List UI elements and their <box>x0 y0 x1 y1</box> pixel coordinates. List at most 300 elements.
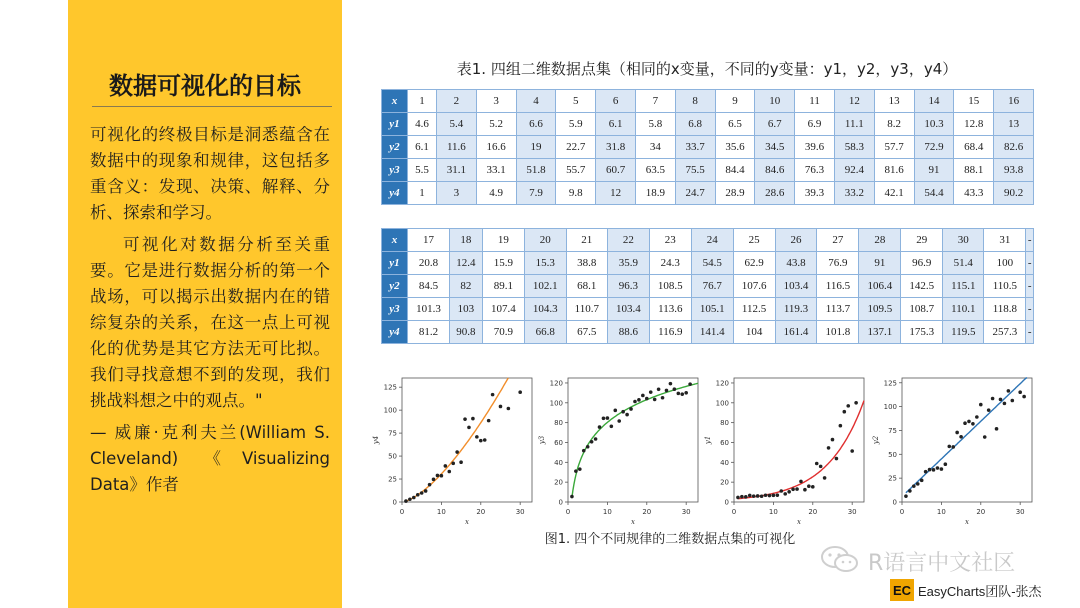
data-point <box>912 484 916 488</box>
table-cell: 22.7 <box>556 136 596 159</box>
table-cell: 5.4 <box>436 113 476 136</box>
row-header: y3 <box>382 298 408 321</box>
data-point <box>657 388 661 392</box>
table-cell: 38.8 <box>566 252 607 275</box>
scatter-plot-y3 <box>538 372 702 524</box>
table-cell: 5.2 <box>476 113 516 136</box>
data-point <box>839 424 843 428</box>
table-cell: 7 <box>635 90 675 113</box>
x-tick-label: 30 <box>681 508 691 516</box>
x-axis-label: x <box>631 518 635 526</box>
table-cell: 19 <box>516 136 556 159</box>
data-point <box>447 470 451 474</box>
table-cell: 1 <box>408 90 437 113</box>
table-cell: 16 <box>994 90 1034 113</box>
table-cell: 141.4 <box>691 321 733 344</box>
data-point <box>908 489 912 493</box>
data-point <box>404 499 408 503</box>
x-tick-label: 30 <box>515 508 525 516</box>
table-cell: 12 <box>834 90 874 113</box>
data-point <box>574 469 578 473</box>
x-tick-label: 30 <box>1015 508 1025 516</box>
data-point <box>625 413 629 417</box>
table-cell: 33.2 <box>834 182 874 205</box>
table-cell: 101.8 <box>817 321 859 344</box>
table-cell: 9.8 <box>556 182 596 205</box>
data-point <box>787 490 791 494</box>
data-point <box>768 494 772 498</box>
table-cell: 81.6 <box>874 159 914 182</box>
data-point <box>783 492 787 496</box>
table-cell: 39.3 <box>795 182 835 205</box>
table-cell: 76.7 <box>691 275 733 298</box>
table-cell: 60.7 <box>596 159 636 182</box>
table-cell: 3 <box>436 182 476 205</box>
data-point <box>602 416 606 420</box>
table-cell: 15.3 <box>524 252 566 275</box>
data-point <box>924 470 928 474</box>
y-tick-label: 25 <box>388 475 397 484</box>
table-cell: 54.5 <box>691 252 733 275</box>
data-point <box>975 415 979 419</box>
table-cell: 103.4 <box>607 298 649 321</box>
y-tick-label: 100 <box>715 399 729 408</box>
data-point <box>979 403 983 407</box>
table-cell: 76.3 <box>795 159 835 182</box>
table-cell: 90.2 <box>994 182 1034 205</box>
table-cell: 17 <box>408 229 450 252</box>
brand-text: EasyCharts团队-张杰 <box>918 583 1042 599</box>
data-point <box>811 485 815 489</box>
table-cell: 22 <box>607 229 649 252</box>
x-tick-label: 10 <box>768 508 778 516</box>
table-cell: 103.4 <box>775 275 817 298</box>
data-point <box>740 495 744 499</box>
table-row <box>382 90 1034 113</box>
table-cell: 107.6 <box>733 275 775 298</box>
table-cell: 9 <box>715 90 755 113</box>
data-point <box>940 467 944 471</box>
data-point <box>772 494 776 498</box>
table-caption: 表1. 四组二维数据点集（相同的x变量，不同的y变量：y1，y2，y3，y4） <box>456 60 958 78</box>
data-point <box>1018 390 1022 394</box>
table-cell: 26 <box>775 229 817 252</box>
x-tick-label: 0 <box>565 508 571 516</box>
row-header: y4 <box>382 182 408 205</box>
table-cell: 4.6 <box>408 113 437 136</box>
table-cell: 5.5 <box>408 159 437 182</box>
table-cell: 8 <box>675 90 715 113</box>
table-cell: 20 <box>524 229 566 252</box>
data-point <box>487 419 491 423</box>
table-cell: 66.8 <box>524 321 566 344</box>
table-cell: 24 <box>691 229 733 252</box>
table-cell: 24.7 <box>675 182 715 205</box>
table-cell: 7.9 <box>516 182 556 205</box>
data-point <box>987 408 991 412</box>
table-cell: 51.8 <box>516 159 556 182</box>
data-point <box>594 437 598 441</box>
table-cell: 28 <box>859 229 901 252</box>
data-point <box>455 450 459 454</box>
fit-line <box>406 378 509 501</box>
table-cell: 116.5 <box>817 275 859 298</box>
data-point <box>995 427 999 431</box>
data-point <box>677 392 681 396</box>
sidebar <box>68 0 342 608</box>
y-tick-label: 120 <box>715 379 729 388</box>
y-axis-label: y2 <box>872 435 880 445</box>
table-cell: 90.8 <box>449 321 482 344</box>
data-point <box>799 480 803 484</box>
data-point <box>459 460 463 464</box>
table-cell: 15 <box>954 90 994 113</box>
data-point <box>955 431 959 435</box>
table-cell: 81.2 <box>408 321 450 344</box>
table-cell: 34 <box>635 136 675 159</box>
x-tick-label: 0 <box>731 508 737 516</box>
x-tick-label: 20 <box>642 508 652 516</box>
data-point <box>1003 402 1007 406</box>
table-cell: 18 <box>449 229 482 252</box>
data-point <box>819 465 823 469</box>
table-cell: 93.8 <box>994 159 1034 182</box>
data-point <box>971 422 975 426</box>
table-cell: 84.4 <box>715 159 755 182</box>
y-tick-label: 75 <box>888 426 897 435</box>
data-point <box>637 398 641 402</box>
data-point <box>760 494 764 498</box>
sidebar-paragraph-2: 可视化对数据分析至关重要。它是进行数据分析的第一个战场，可以揭示出数据内在的错综复杂的关系，在这一点上可视化的优势是其它方法无可比拟。 我们寻找意想不到的发现，我们挑战料想之中的观点。" <box>90 235 330 410</box>
x-axis-label: x <box>465 518 469 526</box>
table-cell: 27 <box>817 229 859 252</box>
table-cell: 104.3 <box>524 298 566 321</box>
data-point <box>436 474 440 478</box>
plot-frame <box>734 378 864 502</box>
table-cell: - <box>1026 298 1034 321</box>
table-cell: 28.9 <box>715 182 755 205</box>
table-cell: 10.3 <box>914 113 954 136</box>
table-cell: 43.3 <box>954 182 994 205</box>
table-cell: 13 <box>994 113 1034 136</box>
table-cell: 103 <box>449 298 482 321</box>
table-cell: 54.4 <box>914 182 954 205</box>
table-cell: 39.6 <box>795 136 835 159</box>
table-cell: 68.1 <box>566 275 607 298</box>
table-cell: 23 <box>649 229 691 252</box>
table-cell: 109.5 <box>859 298 901 321</box>
data-point <box>999 398 1003 402</box>
table-cell: 105.1 <box>691 298 733 321</box>
scatter-plot-y1 <box>704 372 868 524</box>
x-tick-label: 20 <box>476 508 486 516</box>
data-point <box>463 417 467 421</box>
y-tick-label: 0 <box>392 498 397 507</box>
table-cell: 5.9 <box>556 113 596 136</box>
table-cell: 84.6 <box>755 159 795 182</box>
table-cell: 70.9 <box>482 321 524 344</box>
data-point <box>507 407 511 411</box>
x-tick-label: 0 <box>399 508 405 516</box>
data-point <box>570 495 574 499</box>
data-point <box>807 484 811 488</box>
table-cell: 29 <box>901 229 943 252</box>
data-point <box>916 482 920 486</box>
y-axis-label: y1 <box>704 435 712 445</box>
data-point <box>444 464 448 468</box>
table-cell: 88.6 <box>607 321 649 344</box>
sidebar-title: 数据可视化的目标 <box>109 72 301 100</box>
table-cell: 35.9 <box>607 252 649 275</box>
data-point <box>932 468 936 472</box>
table-cell: 24.3 <box>649 252 691 275</box>
data-point <box>920 479 924 483</box>
table-cell: 84.5 <box>408 275 450 298</box>
table-cell: 51.4 <box>943 252 984 275</box>
fit-line <box>738 401 864 499</box>
data-point <box>756 494 760 498</box>
table-cell: 6 <box>596 90 636 113</box>
table-cell: 20.8 <box>408 252 450 275</box>
table-cell: 257.3 <box>984 321 1026 344</box>
watermark-text: R语言中文社区 <box>868 551 1016 576</box>
x-tick-label: 20 <box>808 508 818 516</box>
table-cell: 6.1 <box>408 136 437 159</box>
y-tick-label: 100 <box>549 399 563 408</box>
table-cell: - <box>1026 321 1034 344</box>
table-cell: 42.1 <box>874 182 914 205</box>
table-cell: 6.1 <box>596 113 636 136</box>
table-cell: 6.9 <box>795 113 835 136</box>
y-tick-label: 125 <box>383 383 397 392</box>
y-tick-label: 0 <box>892 498 897 507</box>
data-point <box>823 476 827 480</box>
x-tick-label: 20 <box>976 508 986 516</box>
data-point <box>983 435 987 439</box>
data-point <box>499 405 503 409</box>
y-tick-label: 25 <box>888 474 897 483</box>
data-point <box>408 497 412 501</box>
data-point <box>649 390 653 394</box>
table-row <box>382 252 1034 275</box>
table-row <box>382 136 1034 159</box>
data-point <box>669 382 673 386</box>
y-tick-label: 75 <box>388 429 397 438</box>
table-cell: 5.8 <box>635 113 675 136</box>
y-tick-label: 40 <box>554 458 563 467</box>
row-header: y2 <box>382 136 408 159</box>
data-point <box>598 425 602 429</box>
y-tick-label: 100 <box>883 403 897 412</box>
data-point <box>629 407 633 411</box>
table-cell: 91 <box>914 159 954 182</box>
data-point <box>621 410 625 414</box>
data-point <box>641 394 645 398</box>
x-axis-label: x <box>965 518 969 526</box>
data-point <box>850 449 854 453</box>
table-cell: 8.2 <box>874 113 914 136</box>
table-cell: - <box>1026 229 1034 252</box>
sidebar-body <box>90 122 330 504</box>
y-tick-label: 50 <box>388 452 397 461</box>
table-cell: 6.6 <box>516 113 556 136</box>
table-cell: - <box>1026 275 1034 298</box>
table-cell: 19 <box>482 229 524 252</box>
x-tick-label: 10 <box>602 508 612 516</box>
table-cell: 14 <box>914 90 954 113</box>
table-cell: 96.3 <box>607 275 649 298</box>
table-cell: 82 <box>449 275 482 298</box>
table-cell: 10 <box>755 90 795 113</box>
table-cell: 89.1 <box>482 275 524 298</box>
table-cell: 106.4 <box>859 275 901 298</box>
data-point <box>854 401 858 405</box>
data-point <box>633 400 637 404</box>
data-point <box>645 397 649 401</box>
table-cell: 107.4 <box>482 298 524 321</box>
y-tick-label: 80 <box>720 419 729 428</box>
table-cell: 92.4 <box>834 159 874 182</box>
table-cell: 102.1 <box>524 275 566 298</box>
table-cell: 115.1 <box>943 275 984 298</box>
x-tick-label: 10 <box>436 508 446 516</box>
data-point <box>590 440 594 444</box>
table-cell: 119.5 <box>943 321 984 344</box>
data-point <box>752 494 756 498</box>
sidebar-paragraph-1: 可视化的终极目标是洞悉蕴含在数据中的现象和规律，这包括多重含义：发现、决策、解释、分析、探索和学习。 <box>90 125 330 222</box>
table-cell: 4.9 <box>476 182 516 205</box>
scatter-plot-y2 <box>872 372 1036 524</box>
table-cell: 5 <box>556 90 596 113</box>
table-cell: 2 <box>436 90 476 113</box>
table-row <box>382 275 1034 298</box>
data-point <box>991 397 995 401</box>
table-cell: 161.4 <box>775 321 817 344</box>
data-point <box>688 382 692 386</box>
plot-frame <box>568 378 698 502</box>
x-tick-label: 30 <box>847 508 857 516</box>
data-point <box>451 462 455 466</box>
table-cell: 110.7 <box>566 298 607 321</box>
table-cell: 4 <box>516 90 556 113</box>
easycharts-logo: EC <box>890 579 914 601</box>
data-point <box>610 425 614 429</box>
x-tick-label: 0 <box>899 508 905 516</box>
data-point <box>795 487 799 491</box>
table-cell: 108.7 <box>901 298 943 321</box>
data-point <box>606 416 610 420</box>
data-point <box>827 446 831 450</box>
x-axis-label: x <box>797 518 801 526</box>
table-row <box>382 159 1034 182</box>
table-cell: 12 <box>596 182 636 205</box>
data-point <box>831 438 835 442</box>
y-tick-label: 120 <box>549 379 563 388</box>
table-cell: 11.1 <box>834 113 874 136</box>
data-point <box>491 393 495 397</box>
y-tick-label: 40 <box>720 458 729 467</box>
data-point <box>815 462 819 466</box>
data-point <box>613 409 617 413</box>
data-point <box>416 493 420 497</box>
data-point <box>420 491 424 495</box>
table-cell: 72.9 <box>914 136 954 159</box>
data-point <box>582 449 586 453</box>
fit-line <box>906 378 1027 493</box>
y-tick-label: 100 <box>383 406 397 415</box>
data-point <box>779 489 783 493</box>
data-point <box>586 445 590 449</box>
table-cell: 110.5 <box>984 275 1026 298</box>
table-cell: 118.8 <box>984 298 1026 321</box>
table-cell: 58.3 <box>834 136 874 159</box>
table-cell: 76.9 <box>817 252 859 275</box>
wechat-icon <box>820 544 860 574</box>
row-header: y2 <box>382 275 408 298</box>
data-point <box>1007 389 1011 393</box>
data-point <box>776 493 780 497</box>
table-cell: 68.4 <box>954 136 994 159</box>
table-cell: 6.5 <box>715 113 755 136</box>
table-cell: 11 <box>795 90 835 113</box>
data-point <box>764 493 768 497</box>
table-row <box>382 321 1034 344</box>
data-point <box>748 494 752 498</box>
data-point <box>661 396 665 400</box>
y-tick-label: 80 <box>554 419 563 428</box>
plot-frame <box>402 378 532 502</box>
data-point <box>835 457 839 461</box>
table-cell: 43.8 <box>775 252 817 275</box>
data-point <box>967 420 971 424</box>
row-header: y4 <box>382 321 408 344</box>
data-point <box>928 468 932 472</box>
data-point <box>518 390 522 394</box>
data-point <box>653 398 657 402</box>
table-cell: 110.1 <box>943 298 984 321</box>
plot-frame <box>902 378 1032 502</box>
data-point <box>936 466 940 470</box>
y-axis-label: y4 <box>372 435 380 445</box>
data-point <box>963 421 967 425</box>
y-tick-label: 60 <box>554 438 563 447</box>
table-cell: 100 <box>984 252 1026 275</box>
table-cell: 6.7 <box>755 113 795 136</box>
table-cell: 11.6 <box>436 136 476 159</box>
data-point <box>471 417 475 421</box>
table-row <box>382 113 1034 136</box>
data-point <box>428 483 432 487</box>
table-cell: 63.5 <box>635 159 675 182</box>
table-cell: 101.3 <box>408 298 450 321</box>
data-point <box>904 494 908 498</box>
y-tick-label: 20 <box>720 478 729 487</box>
table-cell: 67.5 <box>566 321 607 344</box>
row-header: x <box>382 229 408 252</box>
data-point <box>673 387 677 391</box>
table-cell: 25 <box>733 229 775 252</box>
y-tick-label: 0 <box>724 498 729 507</box>
y-tick-label: 125 <box>883 379 897 388</box>
data-point <box>947 445 951 449</box>
row-header: x <box>382 90 408 113</box>
brand-badge <box>890 578 1042 602</box>
table-cell: 137.1 <box>859 321 901 344</box>
table-cell: 33.1 <box>476 159 516 182</box>
row-header: y3 <box>382 159 408 182</box>
data-point <box>467 426 471 430</box>
table-cell: 88.1 <box>954 159 994 182</box>
